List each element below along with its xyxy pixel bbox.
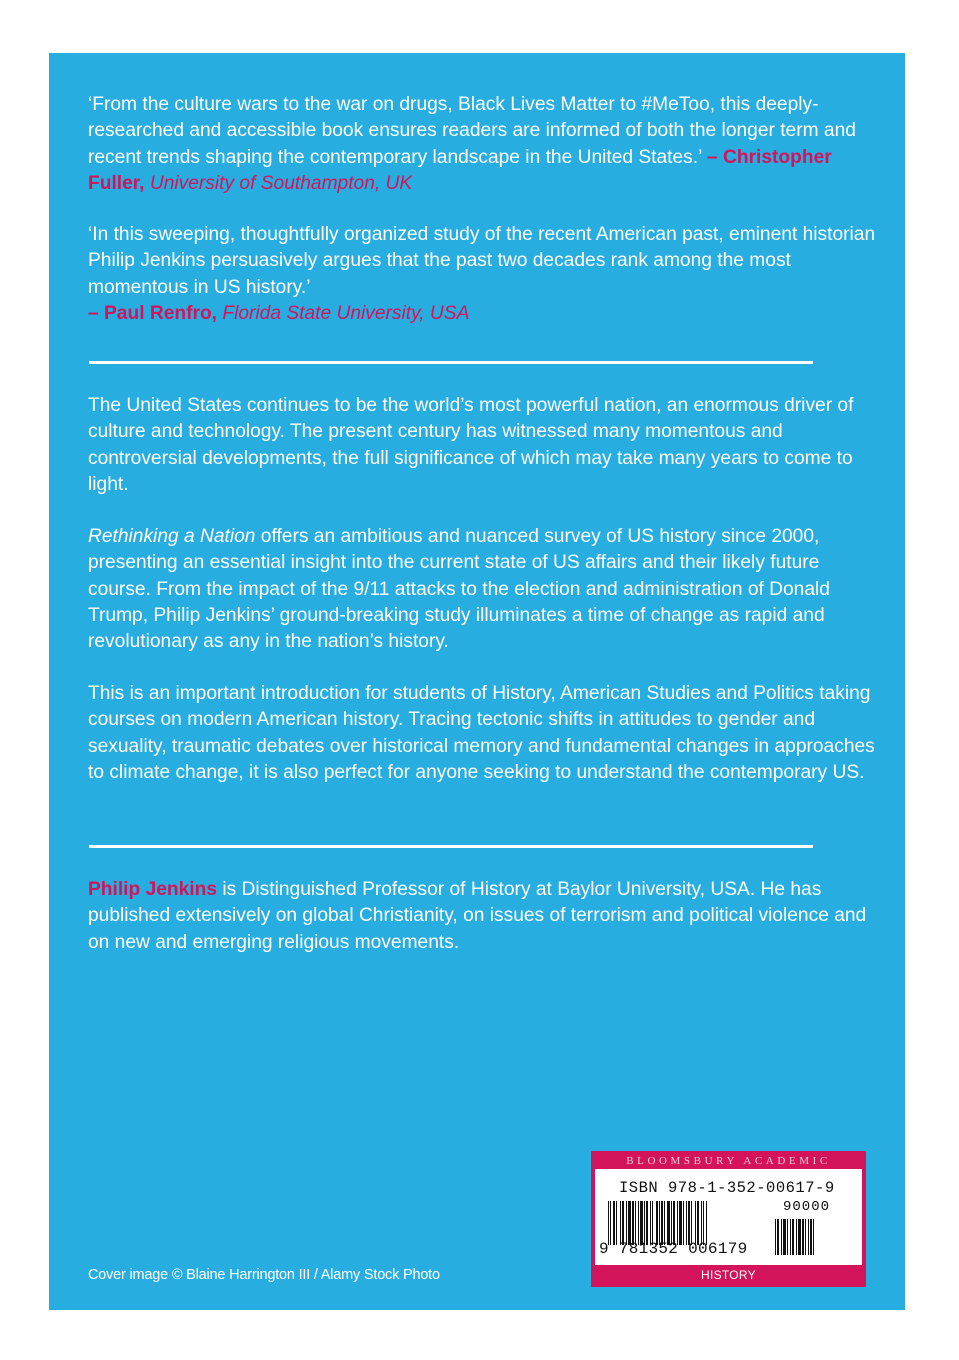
quote-author: – Christopher Fuller, <box>88 146 832 194</box>
book-title: Rethinking a Nation <box>88 526 256 547</box>
barcode-bars <box>608 1201 768 1245</box>
quote-affiliation: Florida State University, USA <box>222 302 470 324</box>
divider-rule <box>89 845 813 848</box>
quote-text: ‘In this sweeping, thoughtfully organized study of the recent American past, eminent historian Philip Jenkins persuasively argues that the past two decades rank among the most momentous in US history.’ <box>88 224 876 298</box>
ean-digits: 9 781352 006179 <box>599 1240 748 1258</box>
blurb-paragraph-2 <box>88 524 878 655</box>
isbn-number: ISBN 978-1-352-00617-9 <box>619 1179 835 1197</box>
barcode-addon-bars <box>775 1219 845 1255</box>
divider-rule <box>89 361 813 364</box>
barcode <box>595 1169 862 1265</box>
blurb-text: offers an ambitious and nuanced survey of US history since 2000, presenting an essential insight into the current state of US affairs and their likely future course. From the impact of the 9/11 attacks to the election and administration of Donald Trump, Philip Jenkins’ ground-breaking study illuminates a time of change as rapid and revolutionary as any in the nation’s history. <box>88 526 830 653</box>
quote-affiliation: University of Southampton, UK <box>149 172 413 194</box>
barcode-stripe <box>707 1201 708 1245</box>
blurb-paragraph-3 <box>88 681 878 786</box>
author-name: Philip Jenkins <box>88 879 218 900</box>
cover-image-credit: Cover image © Blaine Harrington III / Alamy Stock Photo <box>88 1267 440 1283</box>
blurb-text: This is an important introduction for students of History, American Studies and Politics taking courses on modern American history. Tracing tectonic shifts in attitudes to gender and sexuality, traumatic debates over historical memory and fundamental changes in approaches to climate change, it is also perfect for anyone seeking to understand the contemporary US. <box>88 683 875 783</box>
subject-category: HISTORY <box>700 1268 756 1282</box>
barcode-stripe <box>814 1219 817 1255</box>
blurb-paragraph-1 <box>88 393 878 498</box>
quote-text: ‘From the culture wars to the war on drugs, Black Lives Matter to #MeToo, this deeply-researched and accessible book ensures readers are informed of both the longer term and recent trends shaping the contemporary landscape in the United States.’ <box>88 94 856 168</box>
price-code: 90000 <box>783 1199 831 1215</box>
review-quote-fuller <box>88 92 878 197</box>
blurb-text: The United States continues to be the world’s most powerful nation, an enormous driver of culture and technology. The present century has witnessed many momentous and controversial developments, the full significance of which may take many years to come to light. <box>88 395 854 495</box>
review-quote-renfro <box>88 222 878 327</box>
publisher-name: BLOOMSBURY ACADEMIC <box>626 1155 831 1167</box>
back-cover <box>49 53 905 1310</box>
bio-text: is Distinguished Professor of History at Baylor University, USA. He has published extensively on global Christianity, on issues of terrorism and political violence and on new and emerging religious movements. <box>88 879 867 953</box>
quote-author: – Paul Renfro, <box>88 302 218 324</box>
author-bio <box>88 877 878 956</box>
barcode-panel <box>591 1151 866 1287</box>
